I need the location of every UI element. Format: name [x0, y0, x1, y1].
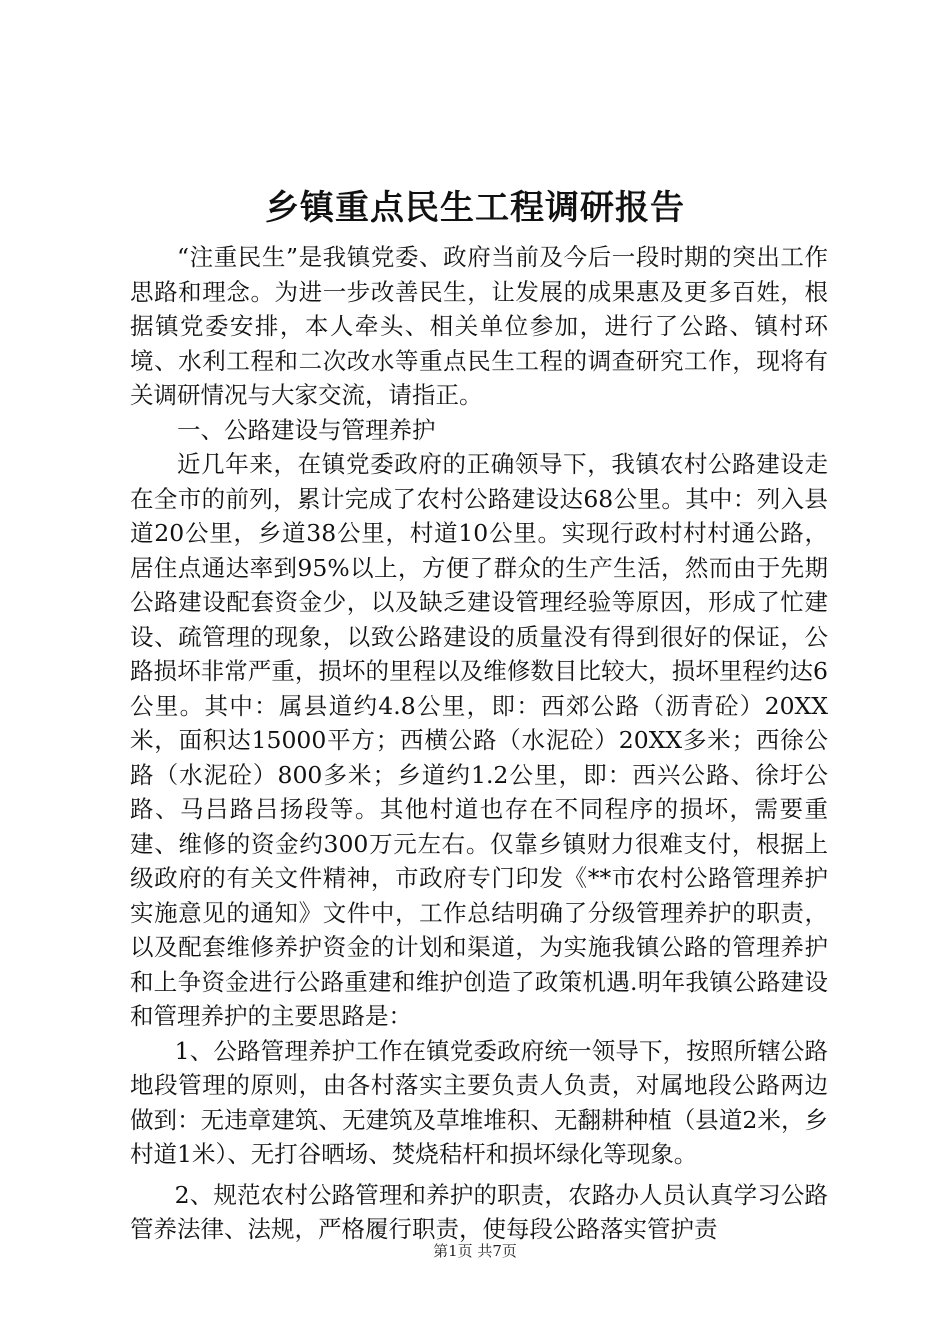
intro-paragraph: “注重民生”是我镇党委、政府当前及今后一段时期的突出工作思路和理念。为进一步改善民生，让发展的成果惠及更多百姓，根据镇党委安排，本人牵头、相关单位参加，进行了公路、镇村环境、水利工程和二次改水等重点民生工程的调查研究工作，现将有关调研情况与大家交流，请指正。	[130, 243, 828, 409]
document-title: 乡镇重点民生工程调研报告	[265, 188, 685, 228]
section-heading: 一、公路建设与管理养护	[177, 415, 436, 444]
list-item-2: 2、规范农村公路管理和养护的职责，农路办人员认真学习公路管养法律、法规，严格履行职责，使每段公路落实管护责	[130, 1180, 828, 1243]
document-body	[130, 240, 828, 1247]
list-item-1: 1、公路管理养护工作在镇党委政府统一领导下，按照所辖公路地段管理的原则，由各村落实主要负责人负责，对属地段公路两边做到：无违章建筑、无建筑及草堆堆积、无翻耕种植（县道2米，乡村道1米）、无打谷晒场、焚烧秸杆和损坏绿化等现象。	[130, 1036, 828, 1168]
road-paragraph: 近几年来，在镇党委政府的正确领导下，我镇农村公路建设走在全市的前列，累计完成了农村公路建设达68公里。其中：列入县道20公里，乡道38公里，村道10公里。实现行政村村村通公路，居住点通达率到95%以上，方便了群众的生产生活，然而由于先期公路建设配套资金少，以及缺乏建设管理经验等原因，形成了忙建设、疏管理的现象，以致公路建设的质量没有得到很好的保证，公路损坏非常严重，损坏的里程以及维修数目比较大，损坏里程约达6公里。其中：属县道约4.8公里，即：西郊公路（沥青砼）20XX米，面积达15000平方；西横公路（水泥砼）20XX多米；西徐公路（水泥砼）800多米；乡道约1.2公里，即：西兴公路、徐圩公路、马吕路吕扬段等。其他村道也存在不同程序的损坏，需要重建、维修的资金约300万元左右。仅靠乡镇财力很难支付，根据上级政府的有关文件精神，市政府专门印发《**市农村公路管理养护实施意见的通知》文件中，工作总结明确了分级管理养护的职责，以及配套维修养护资金的计划和渠道，为实施我镇公路的管理养护和上争资金进行公路重建和维护创造了政策机遇.明年我镇公路建设和管理养护的主要思路是：	[130, 450, 828, 1030]
page-footer: 第1页 共7页	[433, 1242, 517, 1260]
